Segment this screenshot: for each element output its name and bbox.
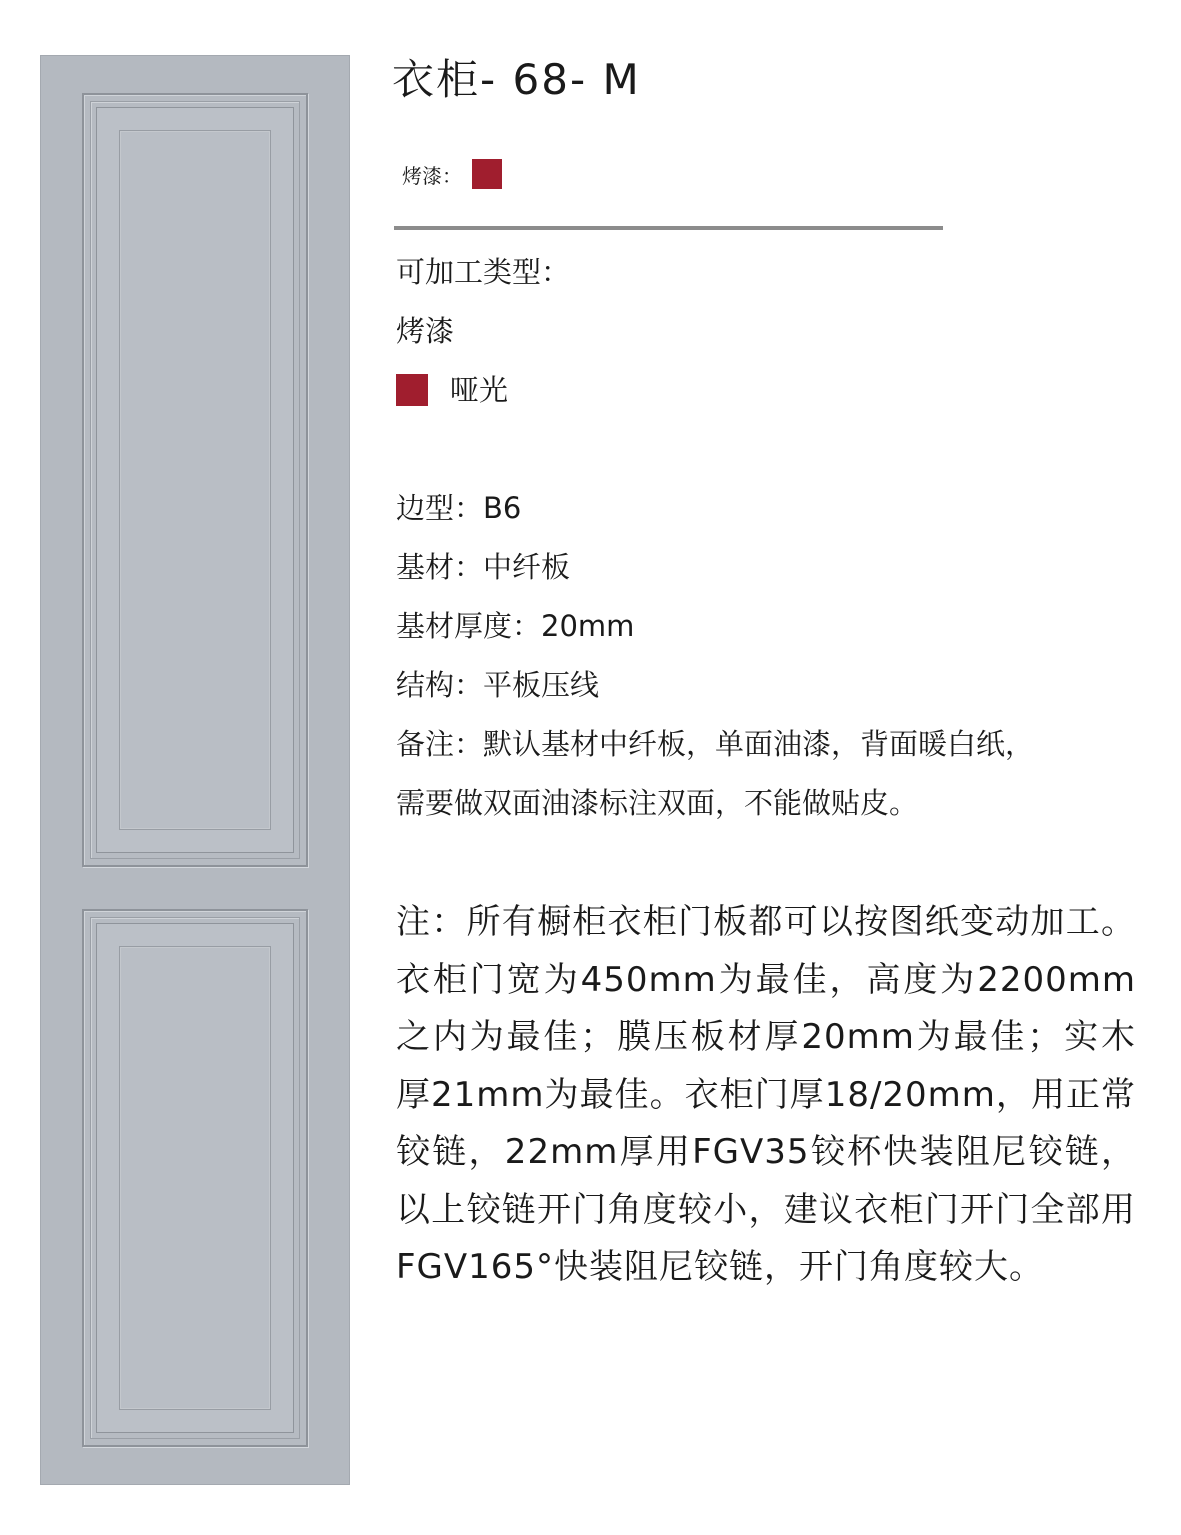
lower-panel-bevel: [96, 923, 294, 1433]
spec-remark-line2: 需要做双面油漆标注双面，不能做贴皮。: [396, 786, 919, 820]
matte-option: [396, 370, 508, 410]
processing-type-label: 可加工类型：: [396, 255, 571, 289]
section-divider: [394, 226, 943, 230]
spec-structure: 结构：平板压线: [396, 668, 600, 702]
processing-type-value: 烤漆: [396, 314, 455, 348]
upper-panel-bevel: [96, 107, 294, 853]
door-upper-raised-panel: [82, 93, 308, 867]
matte-label: 哑光: [450, 373, 509, 407]
door-panel-image: [40, 55, 350, 1485]
finish-label: 烤漆：: [402, 163, 462, 188]
spec-substrate: 基材：中纤板: [396, 550, 571, 584]
spec-thickness: 基材厚度：20mm: [396, 609, 635, 643]
spec-edge: 边型：B6: [396, 491, 522, 525]
door-lower-raised-panel: [82, 909, 308, 1447]
product-title: 衣柜- 68- M: [392, 55, 641, 104]
matte-color-swatch: [396, 374, 428, 406]
spec-remark-line1: 备注：默认基材中纤板，单面油漆，背面暖白纸，: [396, 727, 1035, 761]
finish-row: [402, 158, 502, 190]
note-paragraph: 注：所有橱柜衣柜门板都可以按图纸变动加工。衣柜门宽为450mm为最佳，高度为2200mm之内为最佳；膜压板材厚20mm为最佳；实木厚21mm为最佳。衣柜门厚18/20mm，用正常铰链，22mm厚用FGV35铰杯快装阻尼铰链，以上铰链开门角度较小，建议衣柜门开门全部用FGV165°快装阻尼铰链，开门角度较大。: [396, 902, 1136, 1287]
finish-color-swatch: [472, 159, 502, 189]
